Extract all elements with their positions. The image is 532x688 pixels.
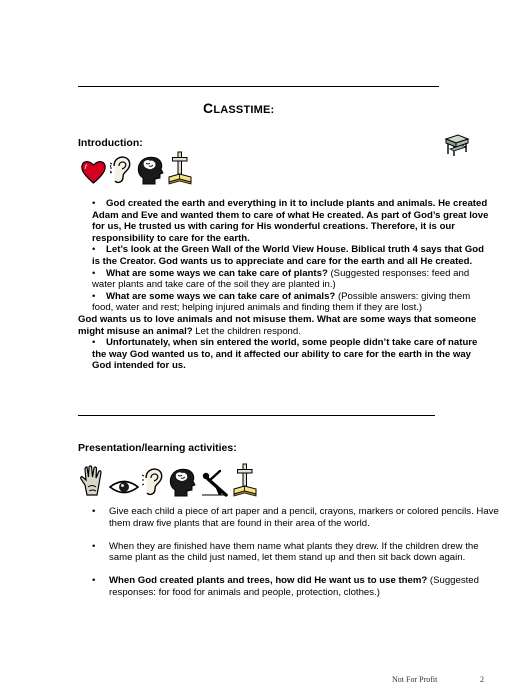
intro-paragraph: [78, 337, 490, 372]
bullet: •: [92, 540, 96, 552]
bullet: •: [92, 198, 96, 209]
introduction-text: [78, 198, 490, 372]
intro-paragraph: [78, 314, 490, 337]
eye-icon: [109, 477, 139, 497]
list-item-text: [109, 506, 502, 530]
intro-normal-text: (Suggested responses: feed and water plants and take care of the soil they are planted in.): [92, 267, 470, 291]
intro-normal-text: Let the children respond.: [192, 325, 301, 337]
intro-bold-text: God created the earth and everything in it to include plants and animals. He created Adam and Eve and wanted them to care of what He created. As part of God’s great love for us, He trusted us with caring for His wonderful creations. Therefore, it is our responsibility to care for the earth.: [92, 198, 489, 244]
cross-bible-icon: [168, 151, 192, 185]
desk-icon: [444, 131, 470, 157]
list-item: [92, 506, 502, 530]
head-profile-icon: [135, 155, 165, 185]
introduction-heading: Introduction:: [78, 137, 143, 149]
top-divider: [78, 86, 439, 87]
bullet: •: [92, 575, 96, 587]
intro-bold-text: Unfortunately, when sin entered the world, some people didn’t take care of nature the way God wanted us to, and it affected our ability to care for the earth in the way God intended for us.: [92, 337, 478, 372]
intro-bold-text: God wants us to love animals and not misuse them. What are some ways that someone might misuse an animal?: [78, 313, 477, 337]
bullet: •: [92, 244, 96, 256]
list-item-normal: When they are finished have them name what plants they drew. If the children drew the same plant as the child just named, let them stand up and then sit back down again.: [109, 540, 479, 564]
presentation-icons: [80, 463, 257, 497]
ear-icon: [142, 467, 164, 497]
list-item-bold: When God created plants and trees, how did He want us to use them?: [109, 575, 428, 587]
page-number: 2: [480, 675, 484, 684]
list-item: [92, 575, 502, 599]
ear-icon: [110, 155, 132, 185]
intro-bold-text: Let’s look at the Green Wall of the World View House. Biblical truth 4 says that God is the Creator. God wants us to appreciate and care for the earth and all He created.: [92, 244, 484, 267]
intro-paragraph: [78, 291, 490, 314]
footer-text: Not For Profit: [392, 675, 438, 684]
heart-icon: [80, 159, 107, 185]
presentation-heading: Presentation/learning activities:: [78, 442, 237, 454]
head-profile-icon: [167, 467, 197, 497]
stretching-person-icon: [200, 467, 230, 497]
bullet: •: [92, 337, 96, 349]
section-divider: [78, 415, 435, 416]
list-item-normal: Give each child a piece of art paper and a pencil, crayons, markers or colored pencils. Have them draw five plants that are found in their area of the world.: [109, 506, 499, 529]
title-initial: C: [203, 100, 214, 116]
intro-paragraph: [78, 244, 490, 267]
list-item-text: [109, 575, 502, 599]
intro-normal-text: (Possible answers: giving them food, water and rest; helping injured animals and finding them if they are lost.): [92, 290, 471, 314]
bullet: •: [92, 290, 96, 302]
introduction-icons: [80, 151, 192, 185]
intro-bold-text: What are some ways we can take care of animals?: [106, 290, 336, 302]
list-item-normal: (Suggested responses: for food for animals and people, protection, clothes.): [109, 575, 479, 598]
bullet: •: [92, 267, 96, 279]
presentation-list: [92, 506, 502, 610]
cross-bible-icon: [233, 463, 257, 497]
list-item: [92, 541, 502, 565]
intro-paragraph: [78, 268, 490, 291]
intro-paragraph: [78, 198, 490, 244]
page-title: [203, 100, 274, 116]
bullet: •: [92, 506, 96, 517]
list-item-text: [109, 541, 502, 565]
hand-icon: [80, 465, 106, 497]
intro-bold-text: What are some ways we can take care of plants?: [106, 267, 328, 279]
title-rest: LASSTIME:: [213, 104, 275, 116]
